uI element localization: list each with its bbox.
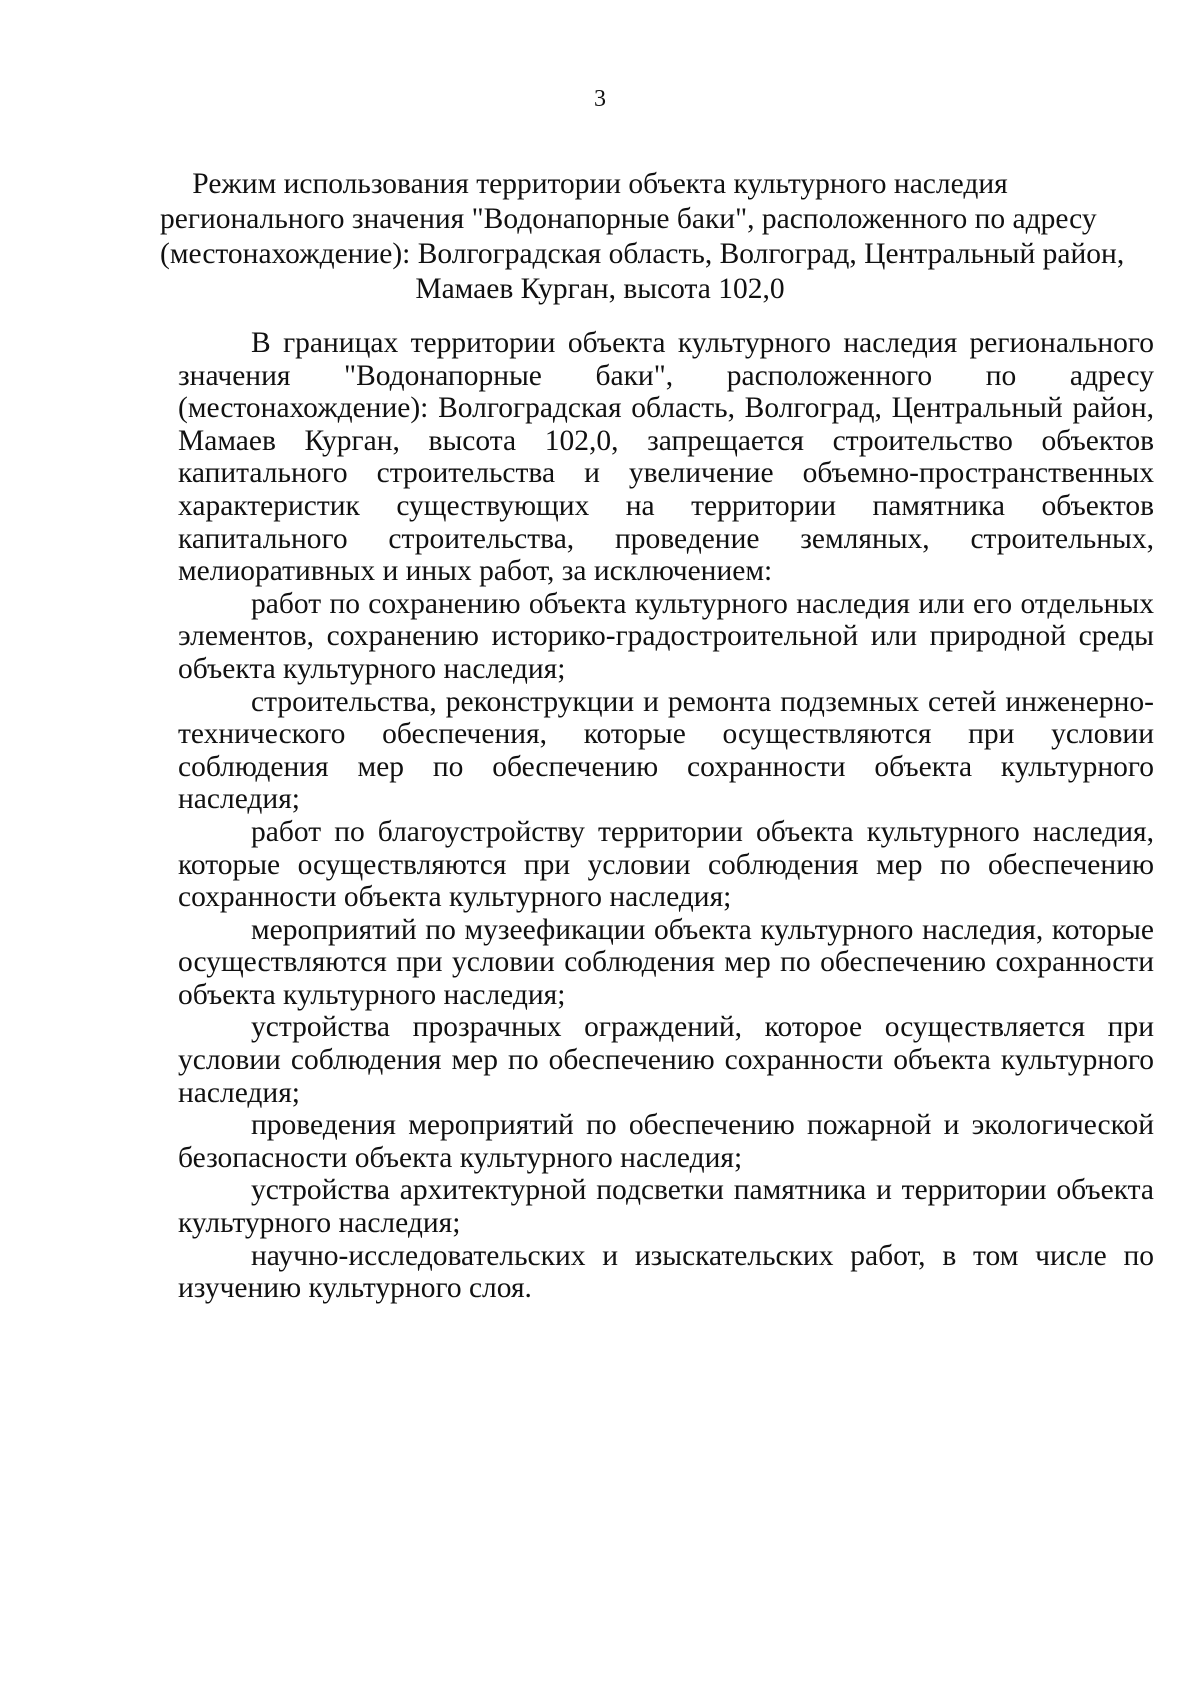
exception-item: строительства, реконструкции и ремонта подземных сетей инженерно-технического обеспечения, которые осуществляются при условии соблюдения мер по обеспечению сохранности объекта культурного наследия;: [178, 685, 1154, 816]
title-line: Режим использования территории объекта культурного наследия: [192, 168, 1008, 200]
exception-item: работ по сохранению объекта культурного наследия или его отдельных элементов, сохранению историко-градостроительной или природной среды объекта культурного наследия;: [178, 587, 1154, 685]
page-number: 3: [594, 86, 606, 112]
title-line: (местонахождение): Волгоградская область, Волгоград, Центральный район,: [160, 238, 1125, 270]
intro-paragraph: В границах территории объекта культурного наследия регионального значения "Водонапорные баки", расположенного по адресу (местонахождение): Волгоградская область, Волгоград, Центральный район, Мамаев Курган, высота 102,0, запрещается строительство объектов капитального строительства и увеличение объемно-пространственных характеристик существующих на территории памятника объектов капитального строительства, проведение земляных, строительных, мелиоративных и иных работ, за исключением:: [178, 327, 1154, 588]
exception-item: работ по благоустройству территории объекта культурного наследия, которые осуществляются при условии соблюдения мер по обеспечению сохранности объекта культурного наследия;: [178, 815, 1154, 914]
exception-item: мероприятий по музеефикации объекта культурного наследия, которые осуществляются при условии соблюдения мер по обеспечению сохранности объекта культурного наследия;: [178, 913, 1154, 1011]
exception-item: научно-исследовательских и изыскательских работ, в том числе по изучению культурного слоя.: [178, 1239, 1154, 1305]
document-body: [178, 327, 1154, 1305]
title-line: Мамаев Курган, высота 102,0: [415, 273, 785, 305]
exception-item: устройства прозрачных ограждений, которое осуществляется при условии соблюдения мер по обеспечению сохранности объекта культурного наследия;: [178, 1011, 1154, 1109]
exception-item: устройства архитектурной подсветки памятника и территории объекта культурного наследия;: [178, 1174, 1154, 1240]
title-line: регионального значения "Водонапорные баки", расположенного по адресу: [160, 203, 1097, 235]
document-title: [160, 167, 1125, 307]
exception-item: проведения мероприятий по обеспечению пожарной и экологической безопасности объекта культурного наследия;: [178, 1109, 1154, 1174]
